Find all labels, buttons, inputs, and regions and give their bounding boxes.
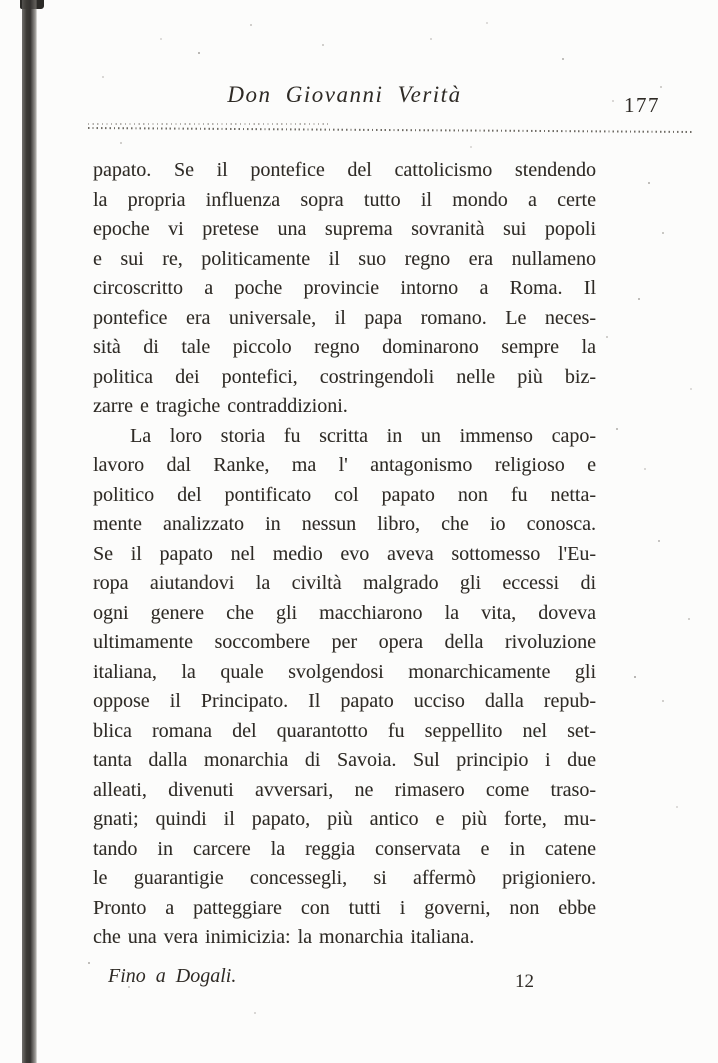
text-line: lavoro dal Ranke, ma l' antagonismo religioso e <box>93 454 596 476</box>
text-line: alleati, divenuti avversari, ne rimasero come traso- <box>93 778 596 801</box>
body-text <box>93 156 596 953</box>
text-line: politica dei pontefici, costringendoli nelle più biz- <box>93 365 596 388</box>
text-line: mente analizzato in nessun libro, che io conosca. <box>93 513 596 535</box>
text-line: italiana, la quale svolgendosi monarchicamente gli <box>93 660 596 683</box>
text-line: e sui re, politicamente il suo regno era nullameno <box>93 247 596 270</box>
scan-noise-speckles <box>0 0 2 2</box>
text-line: pontefice era universale, il papa romano. Le neces- <box>93 306 596 329</box>
text-line: La loro storia fu scritta in un immenso capo- <box>130 424 596 447</box>
text-line: ropa aiutandovi la civiltà malgrado gli eccessi di <box>93 572 596 594</box>
text-line: che una vera inimicizia: la monarchia italiana. <box>93 926 475 948</box>
footer-catchword: Fino a Dogali. <box>108 965 237 987</box>
binding-gutter-shadow <box>22 0 37 1063</box>
text-line: ogni genere che gli macchiarono la vita, doveva <box>93 601 596 624</box>
text-line: circoscritto a poche provincie intorno a Roma. Il <box>93 277 596 299</box>
text-line: papato. Se il pontefice del cattolicismo stendendo <box>93 159 596 181</box>
text-line: oppose il Principato. Il papato ucciso dalla repub- <box>93 690 596 712</box>
text-line: sità di tale piccolo regno dominarono sempre la <box>93 336 596 358</box>
page-number: 177 <box>624 93 660 117</box>
text-line: blica romana del quarantotto fu seppellito nel set- <box>93 719 596 742</box>
running-header-title: Don Giovanni Verità <box>227 82 462 107</box>
header-dotted-rule <box>88 127 694 133</box>
header-rule-echo <box>88 123 328 125</box>
text-line: tanta dalla monarchia di Savoia. Sul principio i due <box>93 749 596 771</box>
text-line: Pronto a patteggiare con tutti i governi, non ebbe <box>93 896 596 919</box>
text-line: ultimamente soccombere per opera della rivoluzione <box>93 631 596 653</box>
text-line: tando in carcere la reggia conservata e in catene <box>93 837 596 860</box>
text-line: le guarantigie concessegli, si affermò prigioniero. <box>93 867 596 889</box>
text-line: politico del pontificato col papato non fu netta- <box>93 483 596 506</box>
text-line: Se il papato nel medio evo aveva sottomesso l'Eu- <box>93 542 596 565</box>
text-line: epoche vi pretese una suprema sovranità sui popoli <box>93 218 596 240</box>
footer-signature-number: 12 <box>515 971 534 992</box>
text-line: la propria influenza sopra tutto il mondo a certe <box>93 188 596 211</box>
text-line: zarre e tragiche contraddizioni. <box>93 395 348 417</box>
text-line: gnati; quindi il papato, più antico e più forte, mu- <box>93 808 596 830</box>
